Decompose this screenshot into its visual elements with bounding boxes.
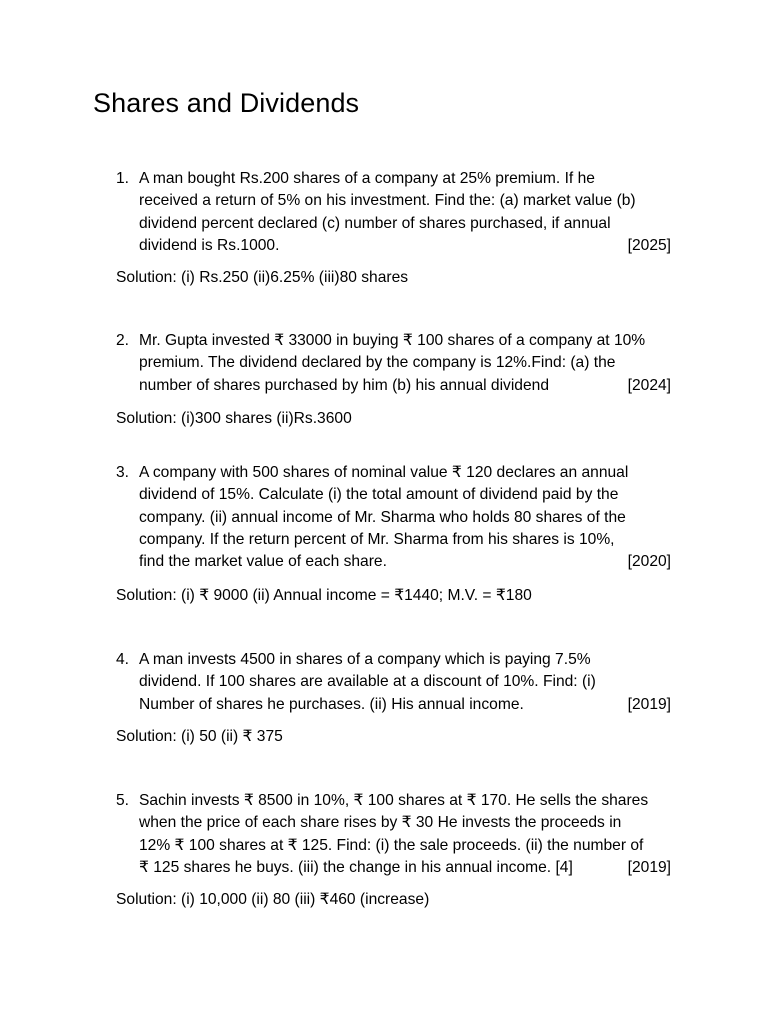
question-text (139, 462, 676, 573)
question-line-last (139, 375, 676, 397)
question-number: 4. (116, 651, 130, 668)
question-line: company. (ii) annual income of Mr. Sharma who holds 80 shares of the (139, 508, 626, 526)
question-number: 2. (116, 332, 130, 349)
question-number: 5. (116, 792, 130, 809)
question-line: company. If the return percent of Mr. Sharma from his shares is 10%, (139, 530, 615, 548)
question-number: 3. (116, 464, 130, 481)
question-line: received a return of 5% on his investment. Find the: (a) market value (b) (139, 192, 636, 210)
question-line: 12% ₹ 100 shares at ₹ 125. Find: (i) the sale proceeds. (ii) the number of (139, 836, 644, 854)
exam-year: [2020] (627, 553, 671, 571)
solution: Solution: (i) ₹ 9000 (ii) Annual income = ₹1440; M.V. = ₹180 (116, 587, 532, 604)
question-line-last (139, 694, 676, 716)
solution: Solution: (i)300 shares (ii)Rs.3600 (116, 410, 352, 427)
question-line: premium. The dividend declared by the company is 12%.Find: (a) the (139, 354, 616, 372)
question-line: dividend percent declared (c) number of shares purchased, if annual (139, 214, 611, 232)
question-line-last (139, 235, 676, 257)
question-text (139, 790, 676, 879)
question-line: Sachin invests ₹ 8500 in 10%, ₹ 100 shares at ₹ 170. He sells the shares (139, 792, 649, 809)
question-line: dividend of 15%. Calculate (i) the total amount of dividend paid by the (139, 486, 619, 504)
question-line: when the price of each share rises by ₹ 30 He invests the proceeds in (139, 814, 622, 832)
question-line: dividend. If 100 shares are available at a discount of 10%. Find: (i) (139, 673, 596, 691)
question-2 (116, 330, 676, 397)
question-line: Number of shares he purchases. (ii) His annual income. (139, 695, 524, 713)
question-text (139, 168, 676, 257)
question-line: find the market value of each share. (139, 553, 387, 571)
exam-year: [2025] (627, 236, 671, 254)
page-title: Shares and Dividends (93, 88, 360, 118)
question-line: ₹ 125 shares he buys. (iii) the change in his annual income. [4] (139, 858, 573, 876)
question-line: Mr. Gupta invested ₹ 33000 in buying ₹ 100 shares of a company at 10% (139, 332, 646, 349)
exam-year: [2019] (627, 695, 671, 713)
question-line: number of shares purchased by him (b) his annual dividend (139, 376, 549, 394)
question-line: A company with 500 shares of nominal value ₹ 120 declares an annual (139, 464, 629, 481)
solution: Solution: (i) Rs.250 (ii)6.25% (iii)80 shares (116, 269, 409, 286)
question-4 (116, 649, 676, 716)
exam-year: [2019] (627, 858, 671, 876)
question-text (139, 649, 676, 716)
question-line: dividend is Rs.1000. (139, 236, 280, 254)
solution: Solution: (i) 50 (ii) ₹ 375 (116, 728, 283, 745)
question-1 (116, 168, 676, 257)
question-5 (116, 790, 676, 879)
solution: Solution: (i) 10,000 (ii) 80 (iii) ₹460 (increase) (116, 891, 430, 908)
question-line: A man invests 4500 in shares of a company which is paying 7.5% (139, 651, 591, 668)
exam-year: [2024] (627, 376, 671, 394)
question-line-last (139, 551, 676, 573)
question-3 (116, 462, 676, 573)
question-number: 1. (116, 170, 130, 187)
question-line: A man bought Rs.200 shares of a company at 25% premium. If he (139, 170, 595, 187)
question-text (139, 330, 676, 397)
question-line-last (139, 857, 676, 879)
